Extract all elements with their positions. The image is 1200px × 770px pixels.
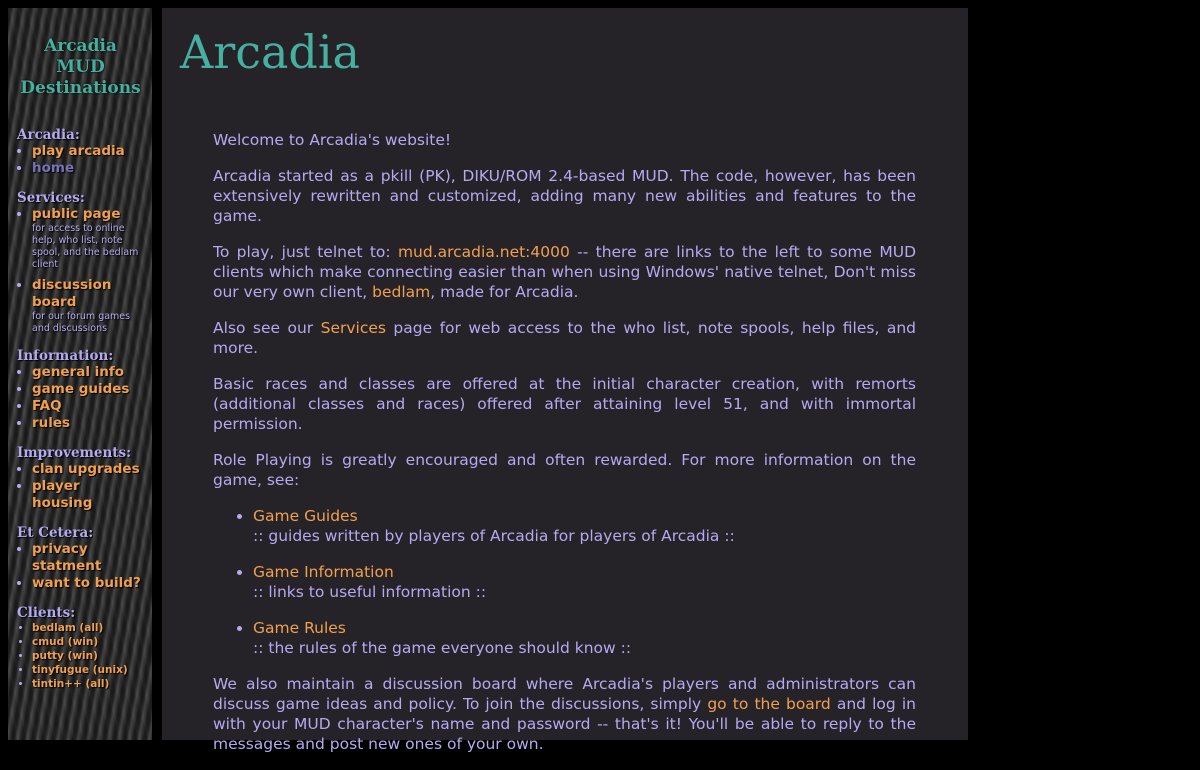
- welcome-text: Welcome to Arcadia's website!: [213, 131, 452, 149]
- nav-heading: Information:: [17, 348, 114, 364]
- nav-heading: Improvements:: [17, 445, 132, 461]
- bedlam-client-link[interactable]: bedlam: [372, 283, 431, 301]
- link-description: :: guides written by players of Arcadia for players of Arcadia ::: [253, 527, 735, 545]
- nav-link[interactable]: public page: [32, 206, 121, 222]
- nav-item-discussion-board[interactable]: [32, 277, 144, 335]
- nav-item-client-putty[interactable]: [32, 649, 144, 663]
- races-paragraph: Basic races and classes are offered at the initial character creation, with remorts (additional classes and races) offered after attaining level 51, and with immortal permission.: [213, 375, 916, 433]
- game-links-list: [213, 506, 916, 658]
- nav-link[interactable]: cmud (win): [32, 636, 99, 648]
- nav-item-want-to-build[interactable]: [32, 575, 144, 592]
- list-item: [253, 506, 916, 546]
- nav-item-faq[interactable]: [32, 398, 144, 415]
- text: Also see our: [213, 319, 321, 337]
- nav-item-public-page[interactable]: [32, 206, 144, 271]
- nav-section-arcadia: [17, 127, 144, 177]
- site-title: Arcadia MUD Destinations: [20, 36, 141, 98]
- nav-link[interactable]: rules: [32, 415, 71, 431]
- services-link[interactable]: Services: [320, 319, 386, 337]
- nav-link[interactable]: bedlam (all): [32, 622, 104, 634]
- board-paragraph: [213, 674, 916, 754]
- roleplay-paragraph: Role Playing is greatly encouraged and often rewarded. For more information on the game, see:: [213, 451, 916, 489]
- nav-link[interactable]: privacy statment: [32, 541, 102, 574]
- nav-section-clients: [17, 605, 144, 691]
- nav-item-clan-upgrades[interactable]: [32, 461, 144, 478]
- sidebar: [8, 8, 152, 740]
- nav-link[interactable]: want to build?: [32, 575, 141, 591]
- text: page for web access to the who list, note spools, help files, and more.: [213, 319, 917, 357]
- nav-heading: Clients:: [17, 605, 76, 621]
- nav-item-general-info[interactable]: [32, 364, 144, 381]
- nav-item-description: for our forum games and discussions: [32, 311, 131, 334]
- link-description: :: the rules of the game everyone should know ::: [253, 639, 632, 657]
- list-item: [253, 562, 916, 602]
- nav-link[interactable]: general info: [32, 364, 125, 380]
- nav-item-rules[interactable]: [32, 415, 144, 432]
- text: and log in with your MUD character's name and password -- that's it! You'll be able to reply to the messages and post new ones of your own.: [213, 695, 916, 753]
- text: , made for Arcadia.: [430, 283, 579, 301]
- nav-link[interactable]: player housing: [32, 478, 93, 511]
- nav-link[interactable]: play arcadia: [32, 143, 125, 159]
- text: We also maintain a discussion board where Arcadia's players and administrators can discuss game ideas and policy. To join the discussions, simply: [213, 675, 916, 713]
- link-description: :: links to useful information ::: [253, 583, 487, 601]
- nav-link[interactable]: home: [32, 160, 75, 176]
- nav-item-play-arcadia[interactable]: [32, 143, 144, 160]
- nav-link[interactable]: tinyfugue (unix): [32, 664, 128, 676]
- nav-section-etcetera: [17, 525, 144, 592]
- nav-section-improvements: [17, 445, 144, 512]
- nav-item-client-bedlam[interactable]: [32, 621, 144, 635]
- nav-item-player-housing[interactable]: [32, 478, 144, 512]
- nav-link[interactable]: tintin++ (all): [32, 678, 110, 690]
- nav-section-information: [17, 348, 144, 432]
- nav-item-description: for access to online help, who list, note spool, and the bedlam client: [32, 223, 139, 270]
- game-rules-link[interactable]: Game Rules: [253, 619, 346, 637]
- nav-item-game-guides[interactable]: [32, 381, 144, 398]
- nav-link[interactable]: FAQ: [32, 398, 62, 414]
- game-information-link[interactable]: Game Information: [253, 563, 394, 581]
- nav-link[interactable]: discussion board: [32, 277, 112, 310]
- text: -- there are links to the left to some MUD clients which make connecting easier than when using Windows' native telnet, Don't miss our very own client,: [213, 243, 916, 301]
- services-paragraph: [213, 318, 916, 358]
- main-content: [162, 8, 968, 753]
- nav-section-services: [17, 190, 144, 335]
- nav-item-client-tintin[interactable]: [32, 677, 144, 691]
- nav-heading: Arcadia:: [17, 127, 80, 143]
- page-title: Arcadia: [180, 25, 360, 79]
- nav-link[interactable]: clan upgrades: [32, 461, 140, 477]
- list-item: [253, 618, 916, 658]
- nav-link[interactable]: putty (win): [32, 650, 98, 662]
- nav-item-client-cmud[interactable]: [32, 635, 144, 649]
- telnet-address-link[interactable]: mud.arcadia.net:4000: [397, 243, 570, 261]
- play-paragraph: [213, 242, 916, 302]
- nav-heading: Et Cetera:: [17, 525, 94, 541]
- article: [213, 130, 916, 770]
- text: To play, just telnet to:: [213, 243, 398, 261]
- intro-paragraph: Arcadia started as a pkill (PK), DIKU/ROM 2.4-based MUD. The code, however, has been extensively rewritten and customized, adding many new abilities and features to the game.: [213, 167, 916, 225]
- nav-item-home[interactable]: [32, 160, 144, 177]
- board-link[interactable]: go to the board: [707, 695, 831, 713]
- nav-item-client-tinyfugue[interactable]: [32, 663, 144, 677]
- nav-heading: Services:: [17, 190, 85, 206]
- nav-item-privacy-statement[interactable]: [32, 541, 144, 575]
- game-guides-link[interactable]: Game Guides: [253, 507, 358, 525]
- nav-link[interactable]: game guides: [32, 381, 130, 397]
